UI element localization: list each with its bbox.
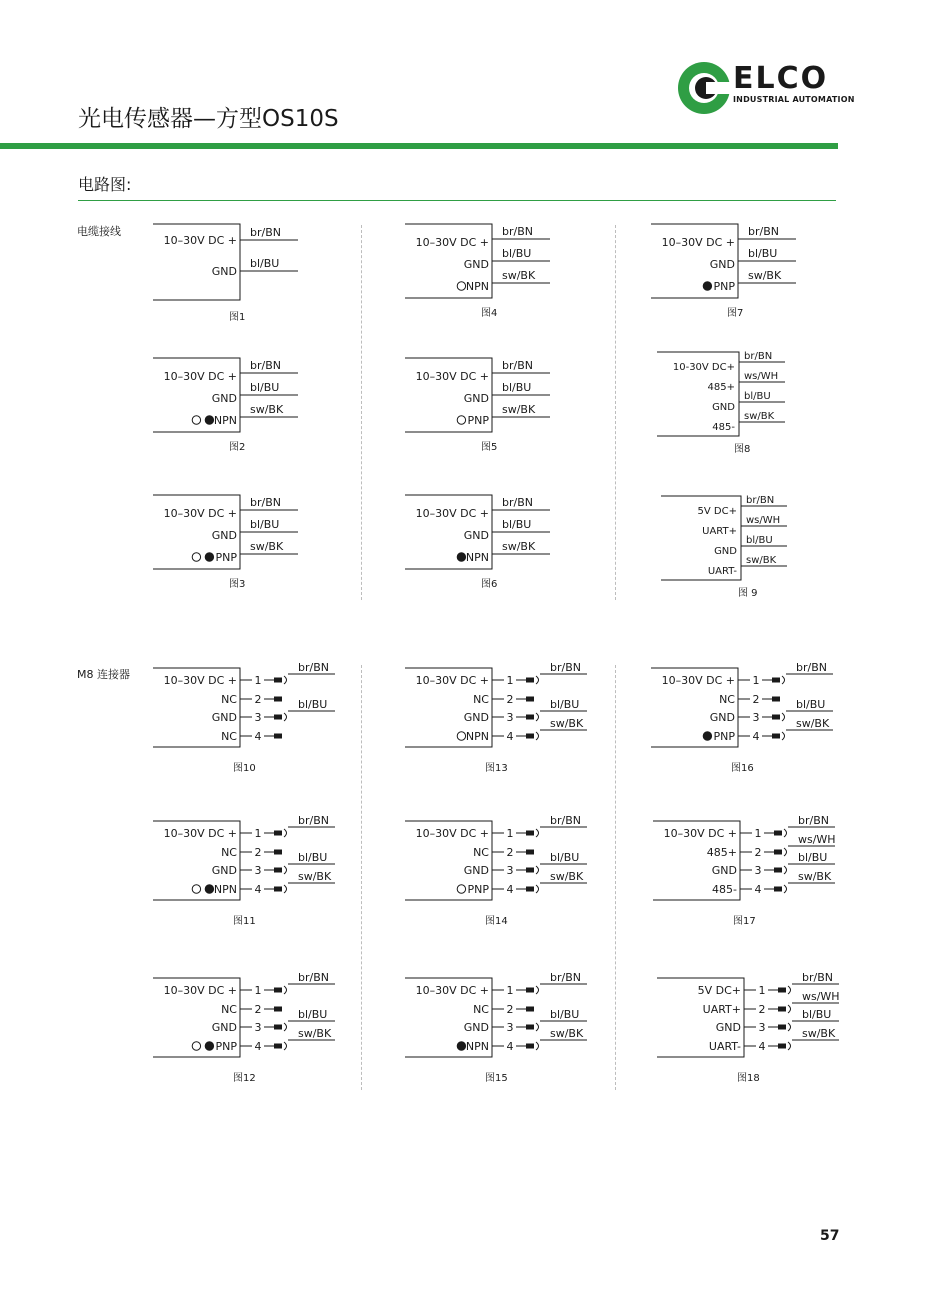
socket-icon [284,676,287,684]
figure-caption: 图18 [737,1073,760,1084]
figure-caption: 图17 [733,916,756,927]
pin-label: NC [221,693,237,706]
pin-label: 10–30V DC + [663,827,737,840]
wire-color-label: br/BN [550,814,581,827]
socket-icon [536,866,539,874]
pin-label: GND [463,529,489,542]
page-title: 光电传感器—方型OS10S [78,106,339,132]
pin-number: 2 [752,693,760,706]
wire-color-label: br/BN [502,225,533,238]
wire-color-label: bl/BU [550,851,580,864]
wire-color-label: br/BN [550,971,581,984]
wire-color-label: br/BN [502,496,533,509]
figure-caption: 图7 [727,308,744,319]
wire-color-label: sw/BK [298,1027,332,1040]
wire-color-label: br/BN [802,971,833,984]
pin-contact-icon [274,734,282,739]
pin-label: GND [709,711,735,724]
pin-number: 3 [752,711,760,724]
pin-label: GND [709,258,735,271]
row-label-m8: M8 连接器 [77,668,130,681]
pin-number: 4 [254,1040,262,1053]
pin-label: NC [473,1003,489,1016]
wire-color-label: sw/BK [744,411,775,422]
pin-label: GND [211,864,237,877]
figure-caption: 图2 [229,442,246,453]
diagram-fig5 [405,358,550,453]
pin-number: 2 [506,1003,514,1016]
socket-icon [284,1042,287,1050]
pin-contact-icon [274,1025,282,1030]
pin-contact-icon [526,697,534,702]
pin-label: NPN [465,280,489,293]
pin-contact-icon [774,850,782,855]
diagram-fig3 [153,495,298,590]
wire-color-label: br/BN [250,359,281,372]
pin-number: 2 [506,693,514,706]
pin-label: GND [211,265,237,278]
pin-number: 4 [506,1040,514,1053]
pin-contact-icon [274,1007,282,1012]
pin-label: 10–30V DC + [163,370,237,383]
filled-circle-icon [205,416,213,424]
diagram-fig1 [153,224,298,323]
pin-contact-icon [778,988,786,993]
pin-number: 1 [506,674,514,687]
pin-number: 3 [506,864,514,877]
pin-label: 10–30V DC + [415,827,489,840]
pin-contact-icon [274,678,282,683]
wire-color-label: bl/BU [250,257,280,270]
figure-caption: 图1 [229,312,246,323]
pin-contact-icon [774,868,782,873]
pin-label: PNP [467,883,489,896]
pin-label: NPN [465,1040,489,1053]
diagram-fig2 [153,358,298,453]
wire-color-label: bl/BU [550,1008,580,1021]
pin-contact-icon [526,734,534,739]
pin-number: 2 [254,846,262,859]
diagram-fig18 [657,971,840,1084]
pin-number: 4 [254,730,262,743]
open-circle-icon [457,885,465,893]
figure-caption: 图11 [233,916,256,927]
pin-contact-icon [526,1025,534,1030]
wire-color-label: sw/BK [798,870,832,883]
socket-icon [536,986,539,994]
pin-label: 10-30V DC+ [672,362,735,373]
figure-caption: 图 9 [738,588,758,599]
pin-label: NPN [465,730,489,743]
wire-color-label: ws/WH [798,833,836,846]
pin-number: 3 [506,1021,514,1034]
diagram-fig4 [405,224,550,319]
pin-number: 1 [506,827,514,840]
pin-label: 485+ [706,846,737,859]
wire-color-label: br/BN [746,495,775,506]
pin-label: GND [211,392,237,405]
wire-color-label: sw/BK [550,1027,584,1040]
wire-color-label: br/BN [502,359,533,372]
socket-icon [788,1042,791,1050]
pin-contact-icon [778,1025,786,1030]
open-circle-icon [457,732,465,740]
wire-color-label: bl/BU [298,1008,328,1021]
wire-color-label: sw/BK [502,403,536,416]
socket-icon [784,866,787,874]
figure-caption: 图8 [734,444,751,455]
pin-label: GND [714,546,737,557]
pin-label: GND [211,1021,237,1034]
diagram-fig14 [405,814,587,927]
pin-number: 2 [754,846,762,859]
socket-icon [536,1042,539,1050]
wire-color-label: sw/BK [802,1027,836,1040]
pin-label: GND [463,392,489,405]
pin-contact-icon [274,1044,282,1049]
wire-color-label: ws/WH [802,990,840,1003]
pin-contact-icon [526,715,534,720]
open-circle-icon [192,1042,200,1050]
pin-label: 10–30V DC + [415,507,489,520]
pin-label: PNP [215,1040,237,1053]
pin-contact-icon [526,831,534,836]
pin-contact-icon [274,868,282,873]
pin-contact-icon [526,887,534,892]
pin-label: PNP [713,280,735,293]
pin-number: 4 [506,883,514,896]
filled-circle-icon [457,553,465,561]
figure-caption: 图16 [731,763,754,774]
pin-contact-icon [274,988,282,993]
pin-label: 5V DC+ [697,984,741,997]
pin-label: 10–30V DC + [163,674,237,687]
pin-label: UART- [708,1040,741,1053]
row-label-cable: 电缆接线 [77,225,121,238]
pin-label: 10–30V DC + [163,984,237,997]
wire-color-label: sw/BK [550,717,584,730]
pin-contact-icon [774,887,782,892]
socket-icon [284,986,287,994]
pin-label: 10–30V DC + [415,236,489,249]
brand-subtitle: INDUSTRIAL AUTOMATION [733,95,855,104]
page-number: 57 [820,1228,840,1244]
pin-contact-icon [526,850,534,855]
wire-color-label: sw/BK [746,555,777,566]
pin-label: UART+ [702,1003,741,1016]
pin-label: GND [211,711,237,724]
pin-label: NPN [213,414,237,427]
pin-label: 485- [712,883,737,896]
socket-icon [784,885,787,893]
wire-color-label: bl/BU [746,535,773,546]
pin-contact-icon [772,715,780,720]
wire-color-label: bl/BU [502,381,532,394]
socket-icon [284,885,287,893]
wire-color-label: br/BN [744,351,773,362]
socket-icon [284,866,287,874]
pin-label: GND [712,402,735,413]
brand-name: ELCO [733,61,829,96]
wire-color-label: br/BN [796,661,827,674]
wire-color-label: bl/BU [298,851,328,864]
wire-color-label: br/BN [250,226,281,239]
pin-label: GND [463,1021,489,1034]
pin-label: 10–30V DC + [415,984,489,997]
diagram-fig10 [153,661,335,774]
wire-color-label: sw/BK [298,870,332,883]
pin-label: 10–30V DC + [163,507,237,520]
filled-circle-icon [703,732,711,740]
pin-label: 10–30V DC + [661,674,735,687]
diagram-fig17 [653,814,836,927]
diagram-fig15 [405,971,587,1084]
socket-icon [782,732,785,740]
pin-contact-icon [274,697,282,702]
pin-label: 5V DC+ [697,506,737,517]
wire-color-label: br/BN [550,661,581,674]
pin-contact-icon [526,868,534,873]
pin-contact-icon [274,850,282,855]
pin-label: GND [715,1021,741,1034]
wire-color-label: bl/BU [796,698,826,711]
socket-icon [788,1023,791,1031]
pin-contact-icon [778,1044,786,1049]
pin-label: NC [221,730,237,743]
wire-color-label: bl/BU [802,1008,832,1021]
wire-color-label: bl/BU [798,851,828,864]
figure-caption: 图5 [481,442,498,453]
pin-number: 3 [254,1021,262,1034]
wire-color-label: sw/BK [502,540,536,553]
section-title: 电路图: [78,175,132,194]
socket-icon [782,713,785,721]
wire-color-label: br/BN [298,814,329,827]
pin-number: 2 [758,1003,766,1016]
wire-color-label: br/BN [748,225,779,238]
pin-contact-icon [526,1044,534,1049]
pin-number: 1 [506,984,514,997]
pin-contact-icon [274,831,282,836]
pin-number: 1 [758,984,766,997]
pin-number: 3 [506,711,514,724]
pin-label: NC [221,1003,237,1016]
socket-icon [788,986,791,994]
pin-label: 10–30V DC + [415,370,489,383]
diagram-fig13 [405,661,587,774]
pin-number: 1 [752,674,760,687]
pin-label: 10–30V DC + [163,827,237,840]
wire-color-label: bl/BU [250,381,280,394]
pin-label: UART+ [702,526,737,537]
diagram-fig16 [651,661,833,774]
pin-number: 2 [506,846,514,859]
diagram-fig11 [153,814,335,927]
diagram-fig9 [661,495,787,599]
wire-color-label: sw/BK [502,269,536,282]
figure-caption: 图14 [485,916,508,927]
pin-label: GND [711,864,737,877]
filled-circle-icon [205,885,213,893]
pin-label: 10–30V DC + [415,674,489,687]
pin-number: 3 [754,864,762,877]
wire-color-label: bl/BU [502,247,532,260]
socket-icon [536,676,539,684]
pin-number: 4 [752,730,760,743]
figure-caption: 图3 [229,579,246,590]
diagram-fig7 [651,224,796,319]
pin-number: 4 [754,883,762,896]
filled-circle-icon [205,553,213,561]
pin-label: GND [463,864,489,877]
pin-contact-icon [774,831,782,836]
pin-label: GND [463,711,489,724]
wire-color-label: br/BN [298,971,329,984]
wire-color-label: sw/BK [250,540,284,553]
figure-caption: 图12 [233,1073,256,1084]
pin-number: 3 [254,864,262,877]
pin-number: 1 [254,674,262,687]
pin-label: NPN [213,883,237,896]
pin-label: NC [221,846,237,859]
socket-icon [284,1023,287,1031]
pin-contact-icon [526,678,534,683]
pin-number: 4 [758,1040,766,1053]
pin-label: UART- [707,566,737,577]
filled-circle-icon [457,1042,465,1050]
pin-label: 10–30V DC + [661,236,735,249]
open-circle-icon [457,282,465,290]
wire-color-label: bl/BU [748,247,778,260]
pin-label: GND [463,258,489,271]
wire-color-label: br/BN [798,814,829,827]
figure-caption: 图15 [485,1073,508,1084]
pin-number: 1 [254,827,262,840]
wire-color-label: bl/BU [744,391,771,402]
figure-caption: 图13 [485,763,508,774]
pin-contact-icon [772,734,780,739]
open-circle-icon [192,416,200,424]
pin-number: 4 [254,883,262,896]
pin-number: 2 [254,1003,262,1016]
socket-icon [284,713,287,721]
open-circle-icon [457,416,465,424]
socket-icon [536,732,539,740]
figure-caption: 图10 [233,763,256,774]
pin-contact-icon [772,697,780,702]
diagram-fig6 [405,495,550,590]
wire-color-label: ws/WH [744,371,779,382]
socket-icon [784,829,787,837]
pin-number: 4 [506,730,514,743]
wire-color-label: sw/BK [796,717,830,730]
socket-icon [782,676,785,684]
wire-color-label: sw/BK [250,403,284,416]
pin-label: PNP [467,414,489,427]
pin-label: 485+ [707,382,735,393]
wire-color-label: bl/BU [550,698,580,711]
pin-number: 2 [254,693,262,706]
wire-color-label: sw/BK [748,269,782,282]
figure-caption: 图4 [481,308,498,319]
pin-label: GND [211,529,237,542]
wire-color-label: br/BN [250,496,281,509]
open-circle-icon [192,885,200,893]
pin-contact-icon [778,1007,786,1012]
socket-icon [536,713,539,721]
socket-icon [536,885,539,893]
pin-contact-icon [274,715,282,720]
figure-caption: 图6 [481,579,498,590]
diagram-fig12 [153,971,335,1084]
pin-number: 3 [758,1021,766,1034]
pin-label: PNP [215,551,237,564]
pin-contact-icon [274,887,282,892]
open-circle-icon [192,553,200,561]
socket-icon [536,1023,539,1031]
pin-label: 485- [712,422,735,433]
wire-color-label: bl/BU [298,698,328,711]
diagram-fig8 [657,351,785,455]
filled-circle-icon [205,1042,213,1050]
pin-number: 1 [254,984,262,997]
pin-contact-icon [526,988,534,993]
pin-label: PNP [713,730,735,743]
pin-number: 1 [754,827,762,840]
wire-color-label: br/BN [298,661,329,674]
pin-label: NPN [465,551,489,564]
pin-contact-icon [526,1007,534,1012]
pin-contact-icon [772,678,780,683]
wire-color-label: ws/WH [746,515,781,526]
pin-label: NC [719,693,735,706]
wire-color-label: bl/BU [502,518,532,531]
socket-icon [536,829,539,837]
pin-label: 10–30V DC + [163,234,237,247]
socket-icon [284,829,287,837]
socket-icon [788,1005,791,1013]
wire-color-label: sw/BK [550,870,584,883]
pin-label: NC [473,693,489,706]
pin-label: NC [473,846,489,859]
filled-circle-icon [703,282,711,290]
wire-color-label: bl/BU [250,518,280,531]
pin-number: 3 [254,711,262,724]
socket-icon [784,848,787,856]
